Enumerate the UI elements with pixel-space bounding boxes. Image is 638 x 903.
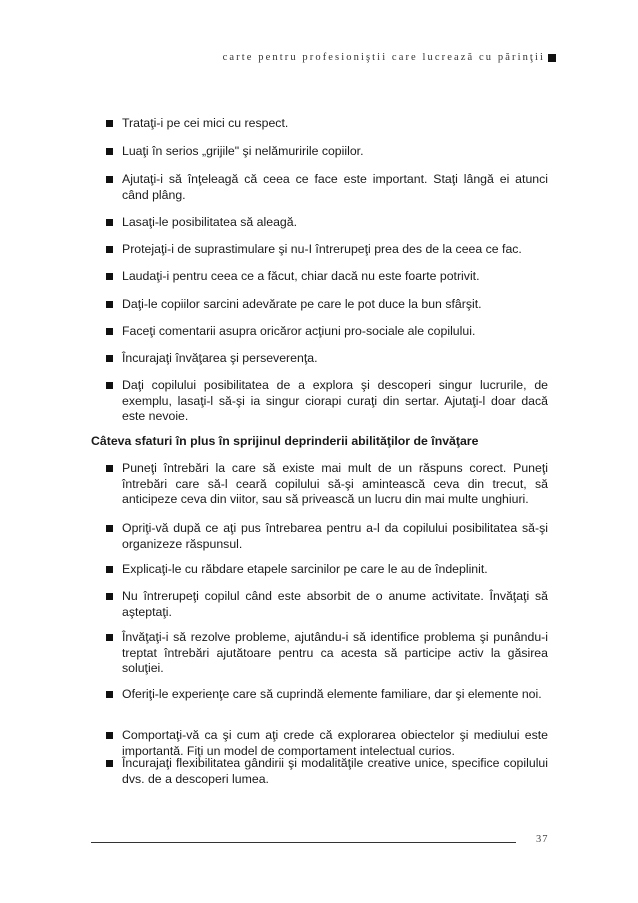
list-item (122, 269, 548, 285)
list-item-text: Trataţi-i pe cei mici cu respect. (122, 116, 289, 130)
list-item (122, 687, 548, 703)
list-item-text: Lasaţi-le posibilitatea să aleagă. (122, 215, 298, 229)
header-square-mark (548, 54, 556, 62)
list-item-text: Protejaţi-i de suprastimulare şi nu-I întrerupeţi prea des de la ceea ce fac. (122, 242, 522, 256)
page-number: 37 (536, 834, 549, 845)
list-item-text: Ajutaţi-i să înţeleagă că ceea ce face este important. Staţi lângă ei atunci când plâng. (122, 172, 548, 202)
bullet-icon (106, 525, 113, 532)
list-item (122, 297, 548, 313)
bullet-icon (106, 219, 113, 226)
bullet-icon (106, 328, 113, 335)
bullet-icon (106, 301, 113, 308)
bullet-icon (106, 148, 113, 155)
list-item (122, 756, 548, 787)
list-item-text: Încurajaţi flexibilitatea gândirii şi modalităţile creative unice, specifice copilului dvs. de a descoperi lumea. (122, 756, 548, 786)
bullet-icon (106, 593, 113, 600)
bullet-icon (106, 355, 113, 362)
list-item-text: Puneţi întrebări la care să existe mai mult de un răspuns corect. Puneţi întrebări care să-l ceară copilului să-şi amintească ceva din trecut, să anticipeze ceva din viitor, sau să privească un lucru din mai multe unghiuri. (122, 461, 548, 507)
list-item-text: Faceţi comentarii asupra oricăror acţiuni pro-sociale ale copilului. (122, 324, 476, 338)
bullet-icon (106, 273, 113, 280)
bullet-icon (106, 246, 113, 253)
bullet-icon (106, 120, 113, 127)
list-item (122, 728, 548, 759)
list-item-text: Învăţaţi-i să rezolve probleme, ajutându-i să identifice problema şi punându-i treptat întrebări ajutătoare pentru ca acesta să participe activ la găsirea soluţiei. (122, 630, 548, 676)
bullet-icon (106, 382, 113, 389)
bullet-icon (106, 691, 113, 698)
list-item-text: Luaţi în serios „grijile" şi nelămuririle copiilor. (122, 144, 364, 158)
list-item (122, 116, 548, 132)
list-item (122, 378, 548, 425)
list-item-text: Oferiţi-le experienţe care să cuprindă elemente familiare, dar şi elemente noi. (122, 687, 542, 701)
list-item (122, 630, 548, 677)
list-item (122, 461, 548, 508)
list-item-text: Daţi copilului posibilitatea de a explora şi descoperi singur lucrurile, de exemplu, lasaţi-l să-şi ia singur ciorapi curaţi din sertar. Ajutaţi-l doar dacă este nevoie. (122, 378, 548, 424)
list-item (122, 172, 548, 203)
list-item-text: Încurajaţi învăţarea şi perseverenţa. (122, 351, 318, 365)
bullet-icon (106, 760, 113, 767)
running-title: carte pentru profesioniştii care lucrează cu părinţii (222, 52, 545, 63)
list-item (122, 589, 548, 620)
bullet-icon (106, 634, 113, 641)
list-item (122, 215, 548, 231)
list-item-text: Explicaţi-le cu răbdare etapele sarcinilor pe care le au de îndeplinit. (122, 562, 488, 576)
list-item (122, 562, 548, 578)
list-item (122, 351, 548, 367)
list-item (122, 144, 548, 160)
list-item-text: Daţi-le copiilor sarcini adevărate pe care le pot duce la bun sfârşit. (122, 297, 482, 311)
section-heading: Câteva sfaturi în plus în sprijinul deprinderii abilităţilor de învăţare (91, 434, 479, 448)
bullet-icon (106, 176, 113, 183)
list-item (122, 521, 548, 552)
list-item-text: Opriţi-vă după ce aţi pus întrebarea pentru a-l da copilului posibilitatea să-şi organizeze răspunsul. (122, 521, 548, 551)
list-item (122, 242, 548, 258)
running-header (223, 52, 556, 63)
bullet-icon (106, 465, 113, 472)
list-item (122, 324, 548, 340)
bullet-icon (106, 732, 113, 739)
list-item-text: Comportaţi-vă ca şi cum aţi crede că explorarea obiectelor şi mediului este importantă. Fiţi un model de comportament intelectual curios. (122, 728, 548, 758)
footer-rule (91, 842, 516, 843)
bullet-icon (106, 566, 113, 573)
list-item-text: Laudaţi-i pentru ceea ce a făcut, chiar dacă nu este foarte potrivit. (122, 269, 480, 283)
list-item-text: Nu întrerupeţi copilul când este absorbit de o anume activitate. Învăţaţi să aşteptaţi. (122, 589, 548, 619)
